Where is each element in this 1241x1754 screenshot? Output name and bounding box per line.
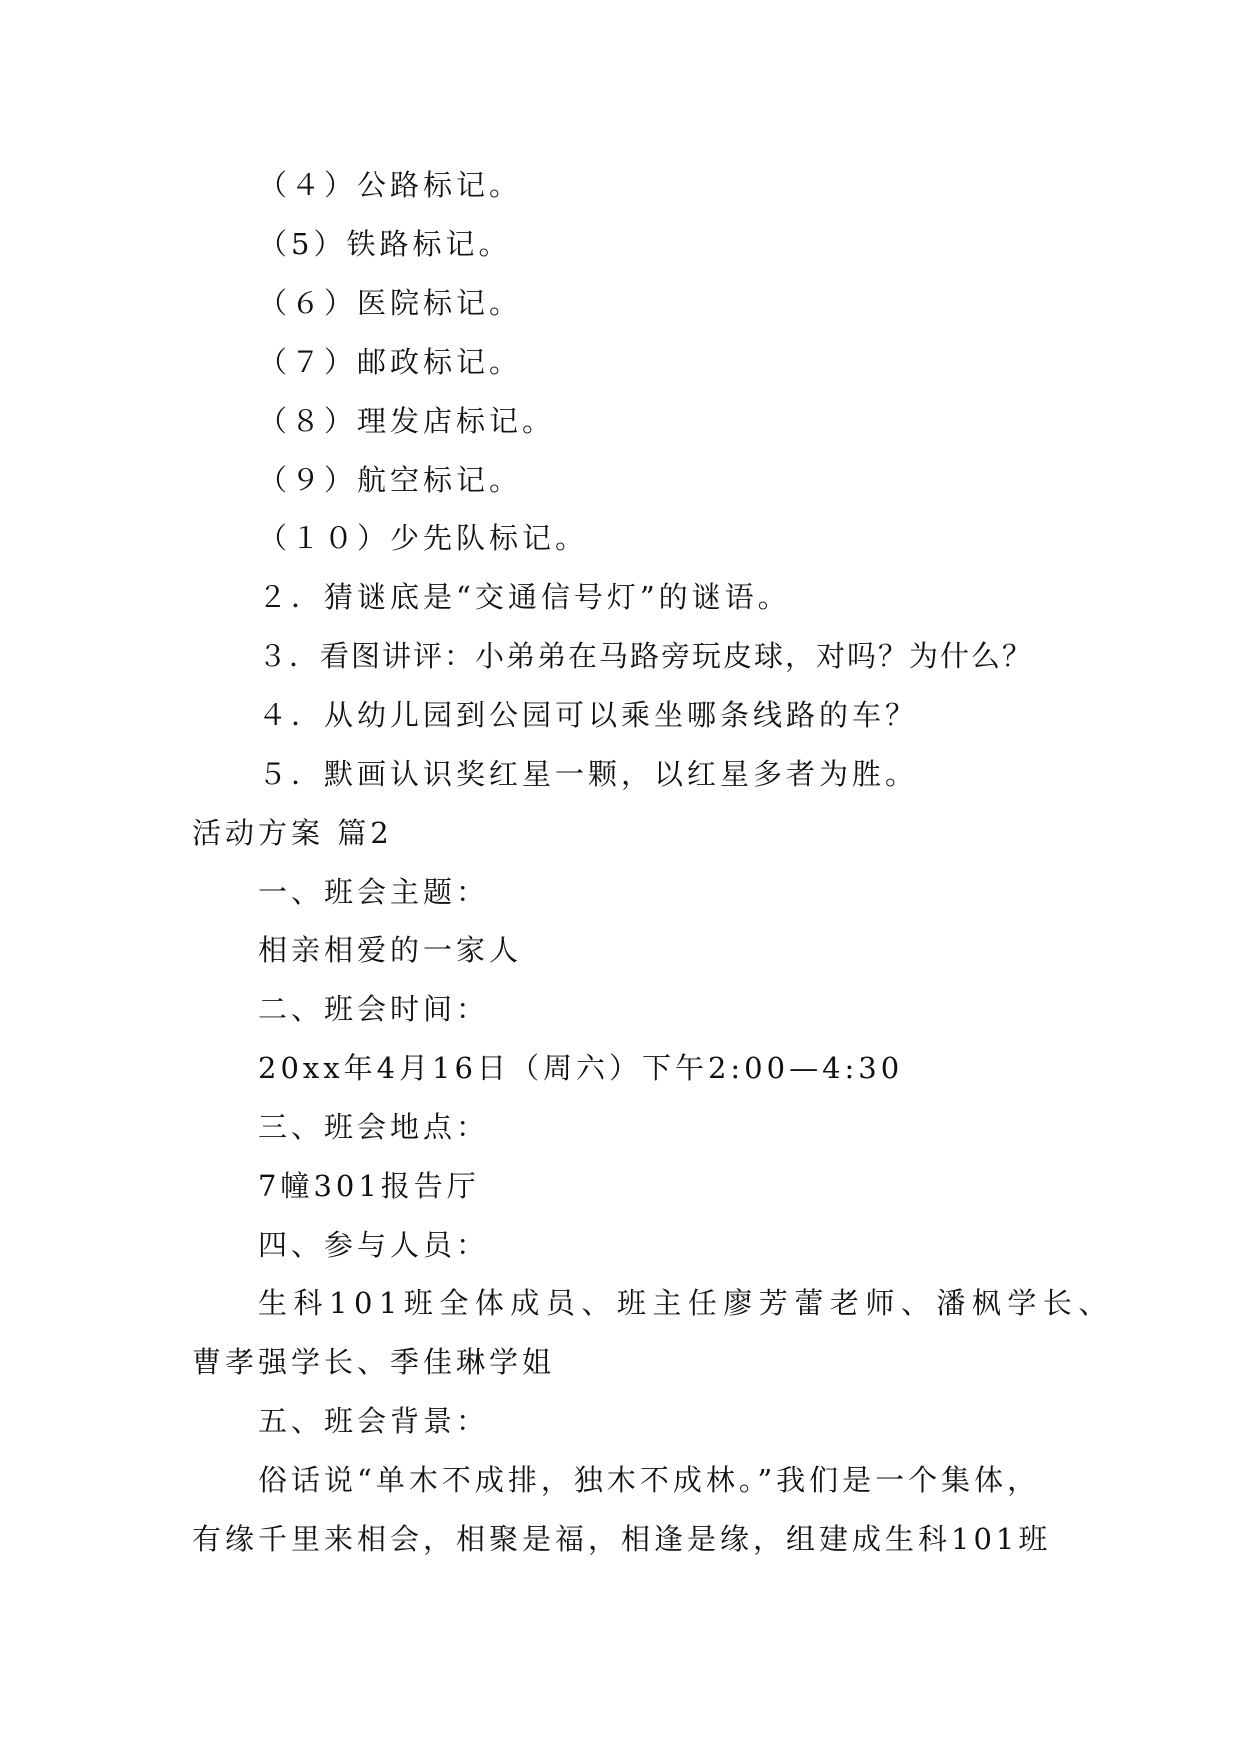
participants-text-line1: 生科101班全体成员、班主任廖芳蕾老师、潘枫学长、 <box>258 1286 1114 1320</box>
location-text: 7幢301报告厅 <box>258 1169 480 1203</box>
list-item-aviation-sign: （９）航空标记。 <box>258 463 523 497</box>
background-text-line1: 俗话说“单木不成排，独木不成林。”我们是一个集体， <box>258 1463 1041 1497</box>
participants-heading: 四、参与人员： <box>258 1228 490 1262</box>
time-heading: 二、班会时间： <box>258 992 490 1026</box>
background-text-line2: 有缘千里来相会，相聚是福，相逢是缘，组建成生科101班 <box>192 1522 1052 1556</box>
activity-drawing-reward: ５．默画认识奖红星一颗，以红星多者为胜。 <box>258 757 919 791</box>
section-title: 活动方案 篇2 <box>192 816 393 850</box>
list-item-young-pioneers-sign: （１０）少先队标记。 <box>258 521 589 555</box>
theme-text: 相亲相爱的一家人 <box>258 933 523 967</box>
theme-heading: 一、班会主题： <box>258 875 490 909</box>
background-heading: 五、班会背景： <box>258 1404 490 1438</box>
list-item-hospital-sign: （６）医院标记。 <box>258 286 523 320</box>
list-item-post-sign: （７）邮政标记。 <box>258 345 523 379</box>
participants-text-line2: 曹孝强学长、季佳琳学姐 <box>192 1345 556 1379</box>
list-item-barbershop-sign: （８）理发店标记。 <box>258 404 556 438</box>
list-item-highway-sign: （４）公路标记。 <box>258 168 523 202</box>
activity-picture-review: ３．看图讲评：小弟弟在马路旁玩皮球，对吗？为什么？ <box>258 639 1034 673</box>
location-heading: 三、班会地点： <box>258 1110 490 1144</box>
activity-bus-route: ４．从幼儿园到公园可以乘坐哪条线路的车？ <box>258 698 919 732</box>
activity-riddle: ２．猜谜底是“交通信号灯”的谜语。 <box>258 580 791 614</box>
time-text: 20xx年4月16日（周六）下午2:00—4:30 <box>258 1051 904 1085</box>
list-item-railway-sign: （5）铁路标记。 <box>258 227 512 261</box>
